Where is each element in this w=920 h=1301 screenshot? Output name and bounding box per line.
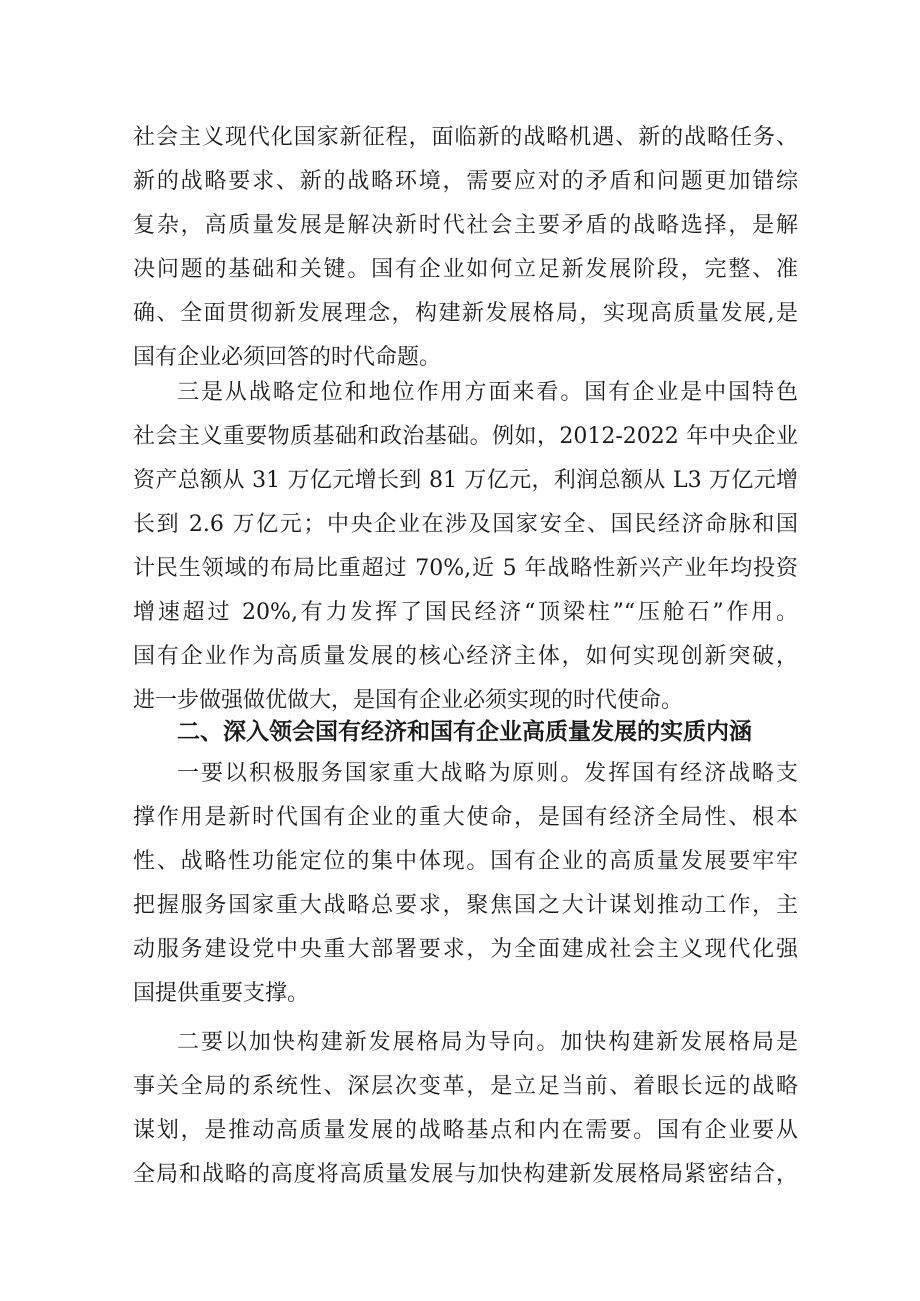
text-line: 进一步做强做优做大，是国有企业必须实现的时代使命。 <box>133 688 684 713</box>
text-line: 增速超过 20%,有力发挥了国民经济“顶梁柱”“压舱石”作用。 <box>133 600 798 625</box>
text-line: 确、全面贯彻新发展理念，构建新发展格局，实现高质量发展,是 <box>133 301 798 326</box>
text-line: 撑作用是新时代国有企业的重大使命，是国有经济全局性、根本 <box>133 805 798 830</box>
text-line: 把握服务国家重大战略总要求，聚焦国之大计谋划推动工作，主 <box>133 893 798 918</box>
text-line: 社会主义现代化国家新征程，面临新的战略机遇、新的战略任务、 <box>133 125 798 150</box>
text-line: 动服务建设党中央重大部署要求，为全面建成社会主义现代化强 <box>133 937 798 962</box>
text-line: 国有企业作为高质量发展的核心经济主体，如何实现创新突破， <box>133 644 798 669</box>
text-line: 事关全局的系统性、深层次变革，是立足当前、着眼长远的战略 <box>133 1074 798 1099</box>
text-line: 二要以加快构建新发展格局为导向。加快构建新发展格局是 <box>177 1030 798 1055</box>
text-line: 新的战略要求、新的战略环境，需要应对的矛盾和问题更加错综 <box>133 169 798 194</box>
text-line: 三是从战略定位和地位作用方面来看。国有企业是中国特色 <box>177 380 798 405</box>
text-line: 计民生领域的布局比重超过 70%,近 5 年战略性新兴产业年均投资 <box>133 556 798 581</box>
text-line: 性、战略性功能定位的集中体现。国有企业的高质量发展要牢牢 <box>133 849 798 874</box>
section-heading-text: 二、深入领会国有经济和国有企业高质量发展的实质内涵 <box>177 719 752 745</box>
paragraph-mission-context <box>133 116 798 380</box>
section-heading <box>133 710 798 754</box>
text-line: 资产总额从 31 万亿元增长到 81 万亿元，利润总额从 L3 万亿元增 <box>133 468 798 493</box>
text-line: 全局和战略的高度将高质量发展与加快构建新发展格局紧密结合， <box>133 1162 798 1187</box>
text-line: 长到 2.6 万亿元；中央企业在涉及国家安全、国民经济命脉和国 <box>133 512 798 537</box>
text-line: 国提供重要支撑。 <box>133 981 310 1006</box>
paragraph-new-development-pattern <box>133 1021 798 1197</box>
text-line: 复杂，高质量发展是解决新时代社会主要矛盾的战略选择，是解 <box>133 213 798 238</box>
paragraph-strategic-position <box>133 371 798 723</box>
text-line: 国有企业必须回答的时代命题。 <box>133 345 442 370</box>
paragraph-serve-national-strategy <box>133 752 798 1016</box>
text-line: 社会主义重要物质基础和政治基础。例如，2012-2022 年中央企业 <box>133 424 798 449</box>
text-line: 决问题的基础和关键。国有企业如何立足新发展阶段，完整、准 <box>133 257 798 282</box>
text-line: 谋划，是推动高质量发展的战略基点和内在需要。国有企业要从 <box>133 1118 798 1143</box>
text-line: 一要以积极服务国家重大战略为原则。发挥国有经济战略支 <box>177 761 798 786</box>
